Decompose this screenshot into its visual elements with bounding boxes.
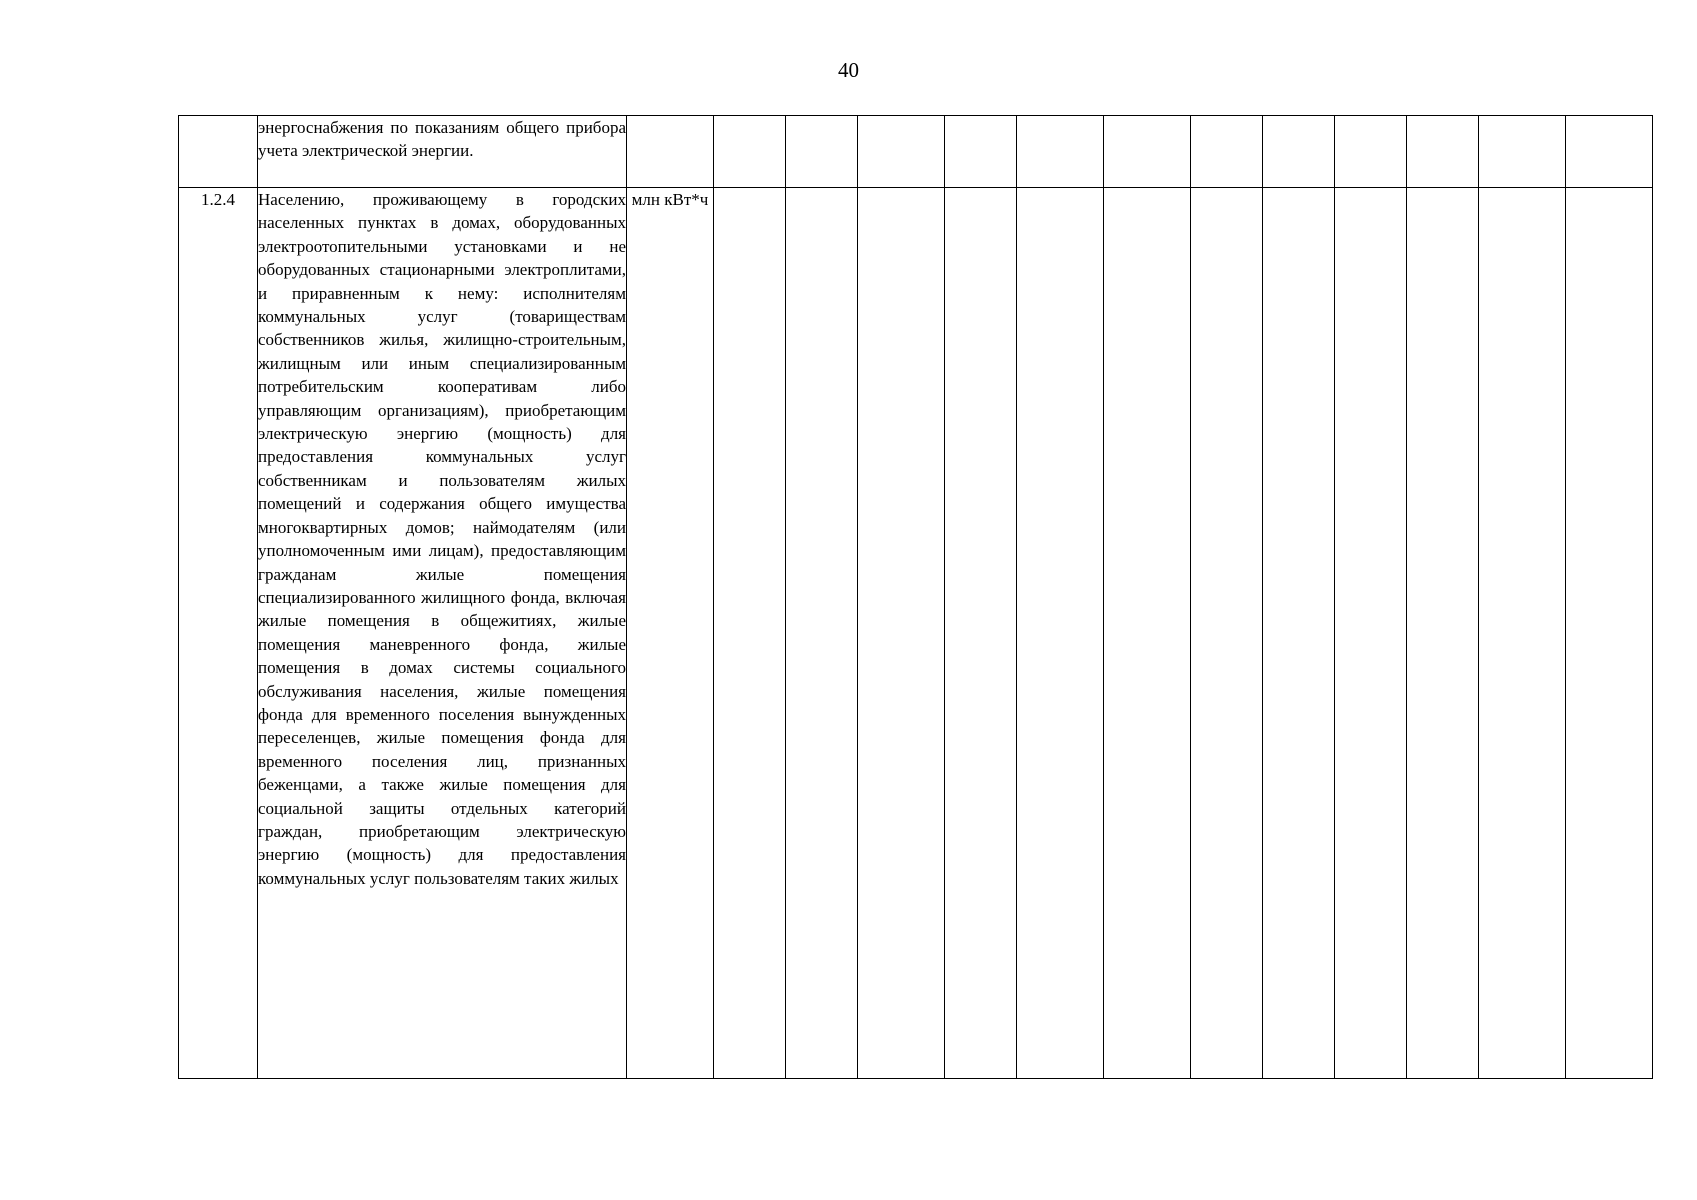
value-cell (1263, 116, 1335, 188)
value-cell (858, 188, 945, 1079)
value-cell (786, 188, 858, 1079)
row-number-cell (179, 116, 258, 188)
value-cell (786, 116, 858, 188)
value-cell (1017, 116, 1104, 188)
value-cell (1335, 116, 1407, 188)
value-cell (1479, 188, 1566, 1079)
value-cell (1104, 116, 1191, 188)
value-cell (945, 188, 1017, 1079)
row-unit-cell (627, 116, 714, 188)
value-cell (714, 188, 786, 1079)
value-cell (1191, 188, 1263, 1079)
value-cell (1479, 116, 1566, 188)
data-table (178, 115, 1653, 1079)
value-cell (1263, 188, 1335, 1079)
row-description-cell (258, 188, 627, 1079)
value-cell (1017, 188, 1104, 1079)
value-cell (858, 116, 945, 188)
row-description-cell (258, 116, 627, 188)
value-cell (1566, 188, 1653, 1079)
value-cell (1191, 116, 1263, 188)
value-cell (1566, 116, 1653, 188)
row-number-cell: 1.2.4 (179, 188, 258, 1079)
value-cell (945, 116, 1017, 188)
value-cell (1104, 188, 1191, 1079)
row-unit-text: млн кВт*ч (631, 190, 709, 209)
page-number: 40 (838, 58, 859, 82)
value-cell (1407, 188, 1479, 1079)
value-cell (714, 116, 786, 188)
row-description-text: энергоснабжения по показаниям общего прибора учета электрической энергии. (258, 118, 626, 161)
value-cell (1335, 188, 1407, 1079)
table-row (179, 116, 1653, 188)
table-row (179, 188, 1653, 1079)
value-cell (1407, 116, 1479, 188)
row-unit-cell (627, 188, 714, 1079)
row-description-text: Населению, проживающему в городских населенных пунктах в домах, оборудованных электроотопительными установками и не оборудованных стационарными электроплитами, и приравненным к нему: исполнителям коммунальных услуг (товариществам собственников жилья, жилищно-строительным, жилищным или иным специализированным потребительским кооперативам либо управляющим организациям), приобретающим электрическую энергию (мощность) для предоставления коммунальных услуг собственникам и пользователям жилых помещений и содержания общего имущества многоквартирных домов; наймодателям (или уполномоченным ими лицам), предоставляющим гражданам жилые помещения специализированного жилищного фонда, включая жилые помещения в общежитиях, жилые помещения маневренного фонда, жилые помещения в домах системы социального обслуживания населения, жилые помещения фонда для временного поселения вынужденных переселенцев, жилые помещения фонда для временного поселения лиц, признанных беженцами, а также жилые помещения для социальной защиты отдельных категорий граждан, приобретающим электрическую энергию (мощность) для предоставления коммунальных услуг пользователям таких жилых (258, 190, 626, 888)
